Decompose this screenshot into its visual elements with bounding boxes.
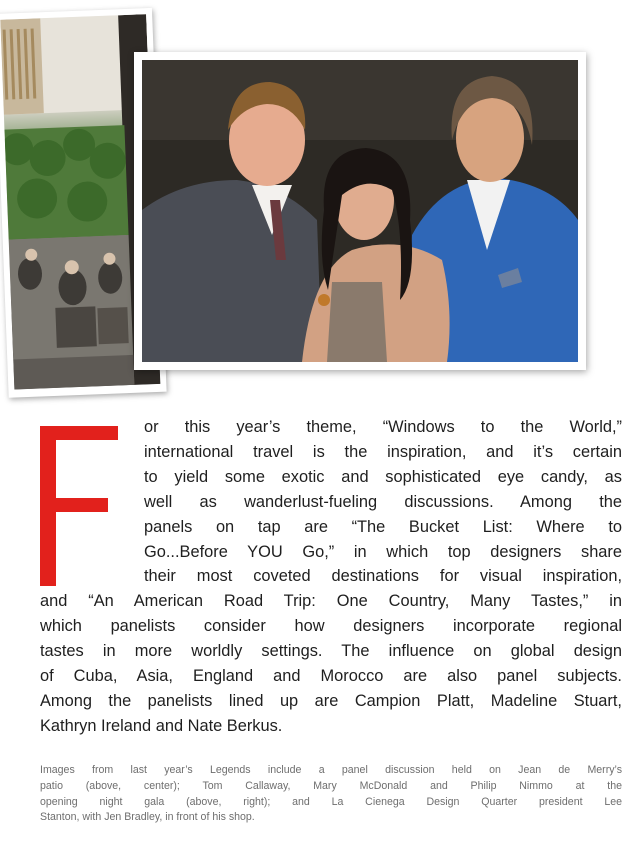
article-line: tastes in more worldly settings. The influence on global design xyxy=(40,642,622,661)
article-line: panels on tap are “The Bucket List: Where to xyxy=(144,517,622,536)
article-line: which panelists consider how designers incorporate regional xyxy=(40,617,622,636)
caption-line: patio (above, center); Tom Callaway, Mary McDonald and Philip Nimmo at the xyxy=(40,779,622,792)
caption-line: Images from last year’s Legends include a panel discussion held on Jean de Merry’s xyxy=(40,764,622,776)
article-line: well as wanderlust-fueling discussions. Among the xyxy=(144,492,622,511)
article-line: Among the panelists lined up are Campion Platt, Madeline Stuart, xyxy=(40,691,622,710)
caption-line: Stanton, with Jen Bradley, in front of his shop. xyxy=(40,811,255,824)
article-body xyxy=(40,415,622,739)
article-line: and “An American Road Trip: One Country, Many Tastes,” in xyxy=(40,592,622,611)
article-line: international travel is the inspiration, and it’s certain xyxy=(144,442,622,461)
article-line: Kathryn Ireland and Nate Berkus. xyxy=(40,716,283,735)
article-line: their most coveted destinations for visual inspiration, xyxy=(144,567,622,586)
photo-caption xyxy=(40,763,622,826)
article-line: or this year’s theme, “Windows to the World,” xyxy=(144,418,622,436)
article-line: to yield some exotic and sophisticated eye candy, as xyxy=(144,467,622,486)
gala-guests-image xyxy=(142,60,578,362)
gala-guests-photo xyxy=(134,52,586,370)
caption-line: opening night gala (above, right); and La Cienega Design Quarter president Lee xyxy=(40,795,622,808)
article-line: Go...Before YOU Go,” in which top designers share xyxy=(144,542,622,561)
article-line: of Cuba, Asia, England and Morocco are also panel subjects. xyxy=(40,667,622,686)
